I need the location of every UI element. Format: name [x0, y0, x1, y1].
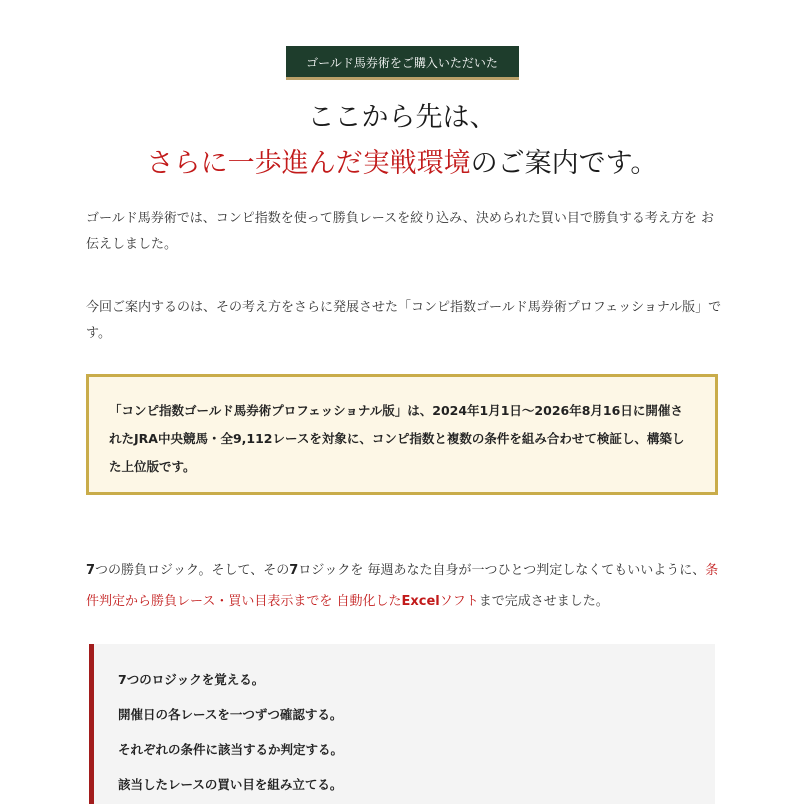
- logic-steps-list: [118, 662, 715, 802]
- feature-seg6: Excel: [401, 594, 440, 609]
- feature-seg5: 条件判定から勝負レース・買い目表示までを 自動化した: [86, 563, 719, 609]
- logic-step-item: 開催日の各レースを一つずつ確認する。: [118, 707, 343, 722]
- feature-seg4: ロジックを 毎週あなた自身が一つひとつ判定しなくてもいいように、: [298, 563, 706, 578]
- intro-paragraph-1: ゴールド馬券術では、コンピ指数を使って勝負レースを絞り込み、決められた買い目で勝負する考え方を お伝えしました。: [86, 211, 715, 252]
- logic-step-item: 該当したレースの買い目を組み立てる。: [118, 777, 343, 792]
- headline-line2: [0, 142, 804, 186]
- feature-seg1: 7: [86, 563, 96, 578]
- feature-seg2: つの勝負ロジック。そして、その: [95, 563, 290, 578]
- intro-paragraph-2: 今回ご案内するのは、その考え方をさらに発展させた「コンピ指数ゴールド馬券術プロフェッショナル版」です。: [86, 300, 722, 341]
- feature-seg7: ソフト: [439, 594, 479, 609]
- feature-seg8: まで完成させました。: [478, 594, 609, 609]
- feature-seg3: 7: [289, 563, 299, 578]
- feature-paragraph: [86, 555, 722, 617]
- audience-badge: ゴールド馬券術をご購入いただいた方へ: [286, 46, 519, 80]
- headline-line1: ここから先は、: [307, 102, 497, 133]
- page-headline: [0, 96, 804, 186]
- headline-highlight: さらに一歩進んだ実戦環境: [146, 148, 471, 179]
- notice-text: 「コンピ指数ゴールド馬券術プロフェッショナル版」は、2024年1月1日〜2026年8月16日に開催されたJRA中央競馬・全9,112レースを対象に、コンピ指数と複数の条件を組み合わせて検証し、構築した上位版です。: [109, 403, 685, 474]
- headline-line2-rest: のご案内です。: [470, 148, 658, 179]
- logic-steps-box: [89, 644, 715, 804]
- logic-step-item: 7つのロジックを覚える。: [118, 672, 265, 687]
- logic-step-item: それぞれの条件に該当するか判定する。: [118, 742, 344, 757]
- notice-box: [86, 374, 718, 495]
